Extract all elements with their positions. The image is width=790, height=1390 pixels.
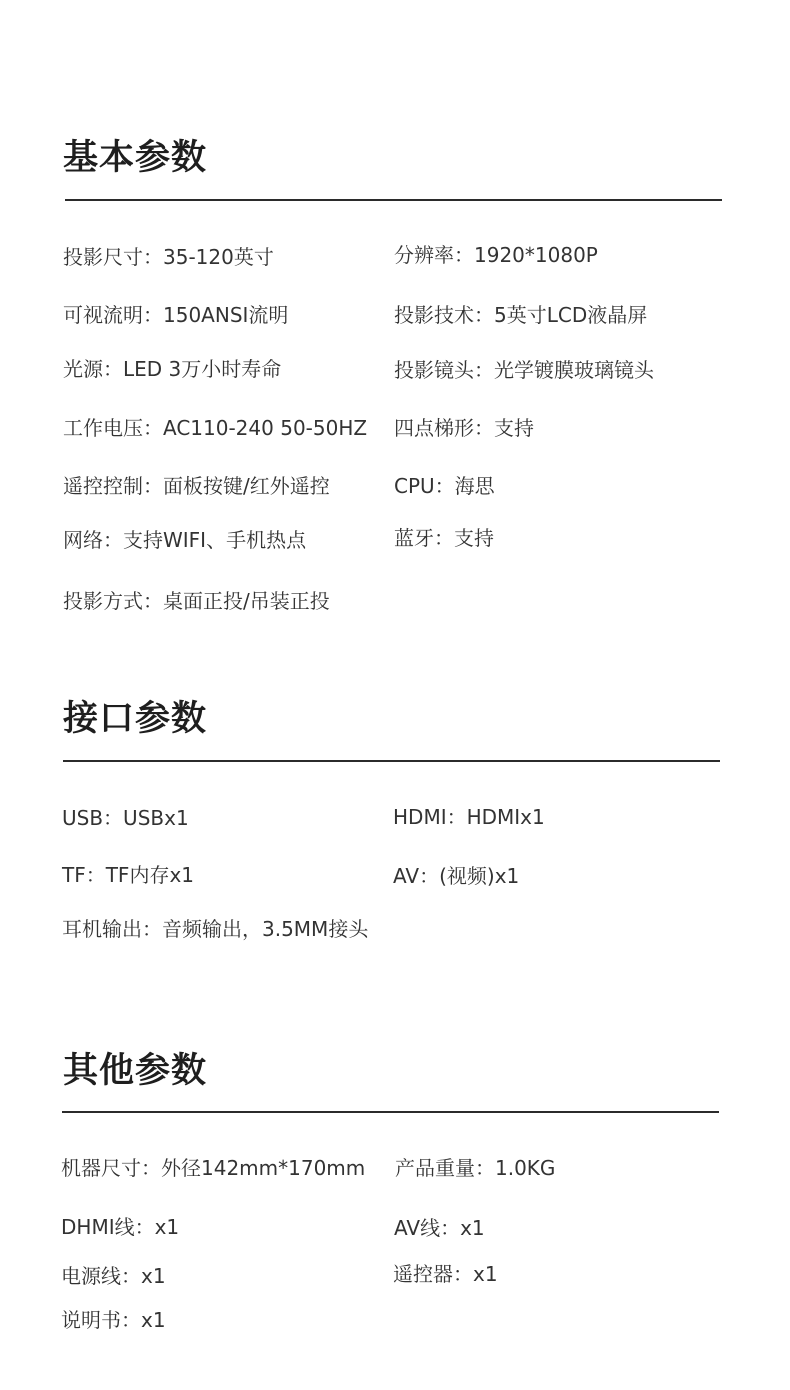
- section-divider-basic: [65, 199, 722, 201]
- spec-av: AV：(视频)x1: [393, 864, 520, 888]
- spec-tf: TF：TF内存x1: [62, 863, 195, 887]
- spec-av-cable: AV线：x1: [394, 1216, 485, 1240]
- section-title-interface: 接口参数: [63, 699, 208, 739]
- section-divider-other: [62, 1111, 719, 1113]
- spec-network: 网络：支持WIFI、手机热点: [63, 528, 307, 552]
- spec-projection-tech: 投影技术：5英寸LCD液晶屏: [394, 303, 648, 327]
- spec-usb: USB：USBx1: [62, 806, 189, 830]
- spec-projection-mode: 投影方式：桌面正投/吊装正投: [63, 589, 330, 613]
- spec-remote-control: 遥控控制：面板按键/红外遥控: [63, 474, 330, 498]
- section-title-basic: 基本参数: [63, 138, 208, 178]
- spec-cpu: CPU：海思: [394, 474, 495, 498]
- spec-hdmi-cable: DHMI线：x1: [61, 1215, 180, 1239]
- spec-bluetooth: 蓝牙：支持: [394, 526, 494, 550]
- section-title-other: 其他参数: [63, 1051, 208, 1091]
- spec-projection-size: 投影尺寸：35-120英寸: [63, 245, 274, 269]
- spec-dimensions: 机器尺寸：外径142mm*170mm: [61, 1156, 366, 1180]
- spec-brightness: 可视流明：150ANSI流明: [63, 303, 289, 327]
- spec-weight: 产品重量：1.0KG: [395, 1156, 556, 1180]
- spec-lens: 投影镜头：光学镀膜玻璃镜头: [394, 358, 654, 382]
- spec-power-cable: 电源线：x1: [61, 1264, 166, 1288]
- spec-remote: 遥控器：x1: [393, 1262, 498, 1286]
- spec-hdmi: HDMI：HDMIx1: [393, 805, 545, 829]
- spec-headphone: 耳机输出：音频输出，3.5MM接头: [62, 917, 369, 941]
- section-divider-interface: [63, 760, 720, 762]
- spec-voltage: 工作电压：AC110-240 50-50HZ: [63, 416, 368, 440]
- spec-manual: 说明书：x1: [61, 1308, 166, 1332]
- spec-resolution: 分辨率：1920*1080P: [394, 243, 598, 267]
- spec-keystone: 四点梯形：支持: [394, 416, 534, 440]
- spec-light-source: 光源：LED 3万小时寿命: [63, 357, 282, 381]
